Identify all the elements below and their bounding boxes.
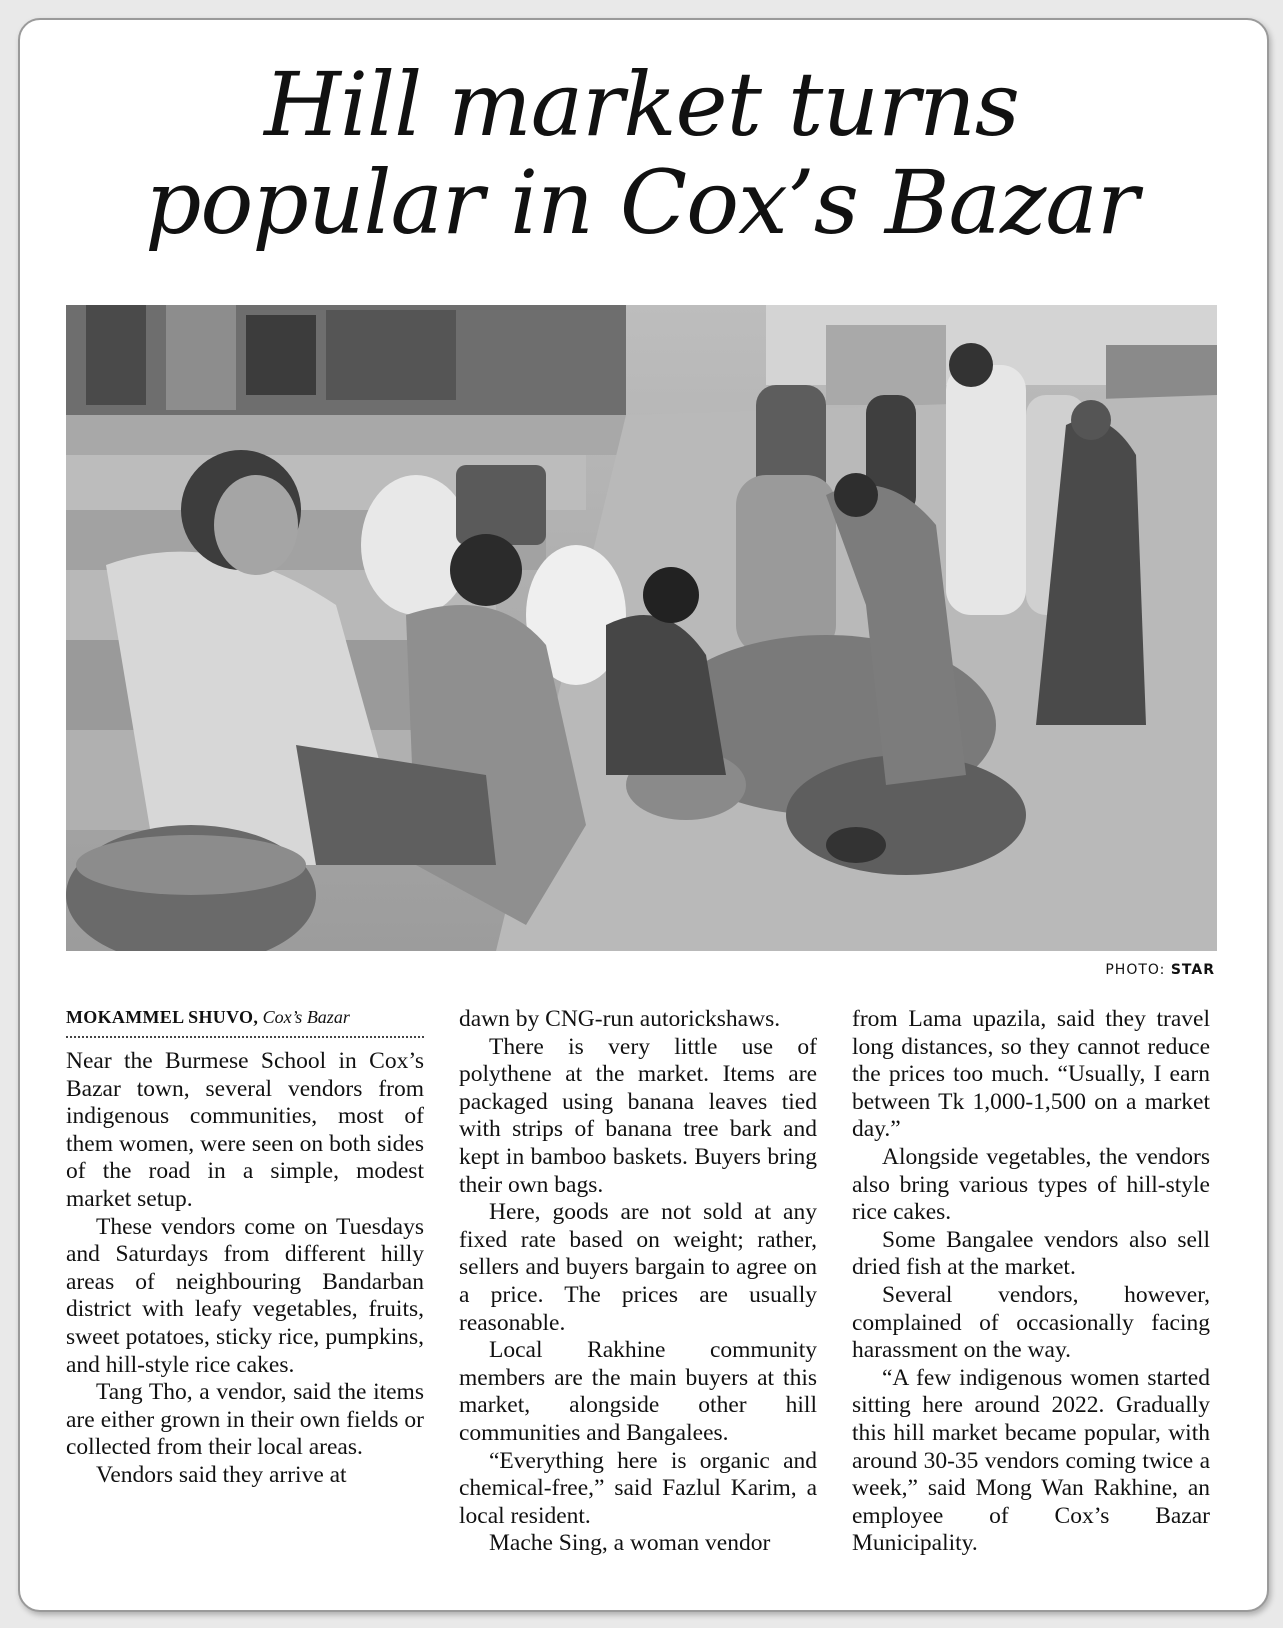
byline-place: Cox’s Bazar — [262, 1007, 350, 1027]
headline — [0, 53, 1283, 254]
paragraph: “Everything here is organic and chemical-free,” said Fazlul Karim, a local resident. — [459, 1447, 817, 1529]
column-3 — [852, 1006, 1210, 1558]
paragraph: Some Bangalee vendors also sell dried fish at the market. — [852, 1226, 1210, 1281]
column-2 — [459, 1006, 817, 1558]
headline-line-2: popular in Cox’s Bazar — [145, 151, 1138, 254]
photo-credit-label: PHOTO: — [1105, 962, 1166, 978]
paragraph: These vendors come on Tuesdays and Saturdays from different hilly areas of neighbouring Bandarban district with leafy vegetables, fruits, sweet potatoes, sticky rice, pumpkins, and hill-style rice cakes. — [66, 1213, 424, 1378]
column-1 — [66, 1006, 424, 1490]
photo-credit-source: STAR — [1170, 962, 1215, 978]
photo-credit — [1105, 962, 1215, 978]
paragraph: “A few indigenous women started sitting here around 2022. Gradually this hill market became popular, with around 30-35 vendors coming twice a week,” said Mong Wan Rakhine, an employee of Cox’s Bazar Municipality. — [852, 1364, 1210, 1557]
headline-line-1: Hill market turns — [264, 53, 1019, 156]
byline — [66, 1006, 424, 1038]
byline-name: MOKAMMEL SHUVO, — [66, 1007, 259, 1027]
paragraph: Mache Sing, a woman vendor — [489, 1530, 771, 1557]
paragraph: Several vendors, however, complained of occasionally facing harassment on the way. — [852, 1281, 1210, 1364]
market-photo-illustration — [66, 305, 1217, 951]
paragraph: Local Rakhine community members are the main buyers at this market, alongside other hill communities and Bangalees. — [459, 1337, 817, 1446]
paragraph: Alongside vegetables, the vendors also bring various types of hill-style rice cakes. — [852, 1143, 1210, 1226]
paragraph: Here, goods are not sold at any fixed rate based on weight; rather, sellers and buyers bargain to agree on a price. The prices are usually reasonable. — [459, 1199, 817, 1336]
paragraph: There is very little use of polythene at the market. Items are packaged using banana leaves tied with strips of banana tree bark and kept in bamboo baskets. Buyers bring their own bags. — [459, 1033, 817, 1198]
paragraph: Vendors said they arrive at — [96, 1461, 347, 1488]
paragraph: Near the Burmese School in Cox’s Bazar town, several vendors from indigenous communities, most of them women, were seen on both sides of the road in a simple, modest market setup. — [66, 1048, 424, 1212]
paragraph: Tang Tho, a vendor, said the items are either grown in their own fields or collected from their local areas. — [66, 1379, 424, 1461]
paragraph: from Lama upazila, said they travel long distances, so they cannot reduce the prices too much. “Usually, I earn between Tk 1,000-1,500 on a market day.” — [852, 1006, 1210, 1143]
paragraph: dawn by CNG-run autorickshaws. — [459, 1006, 781, 1032]
market-photo — [66, 305, 1217, 951]
